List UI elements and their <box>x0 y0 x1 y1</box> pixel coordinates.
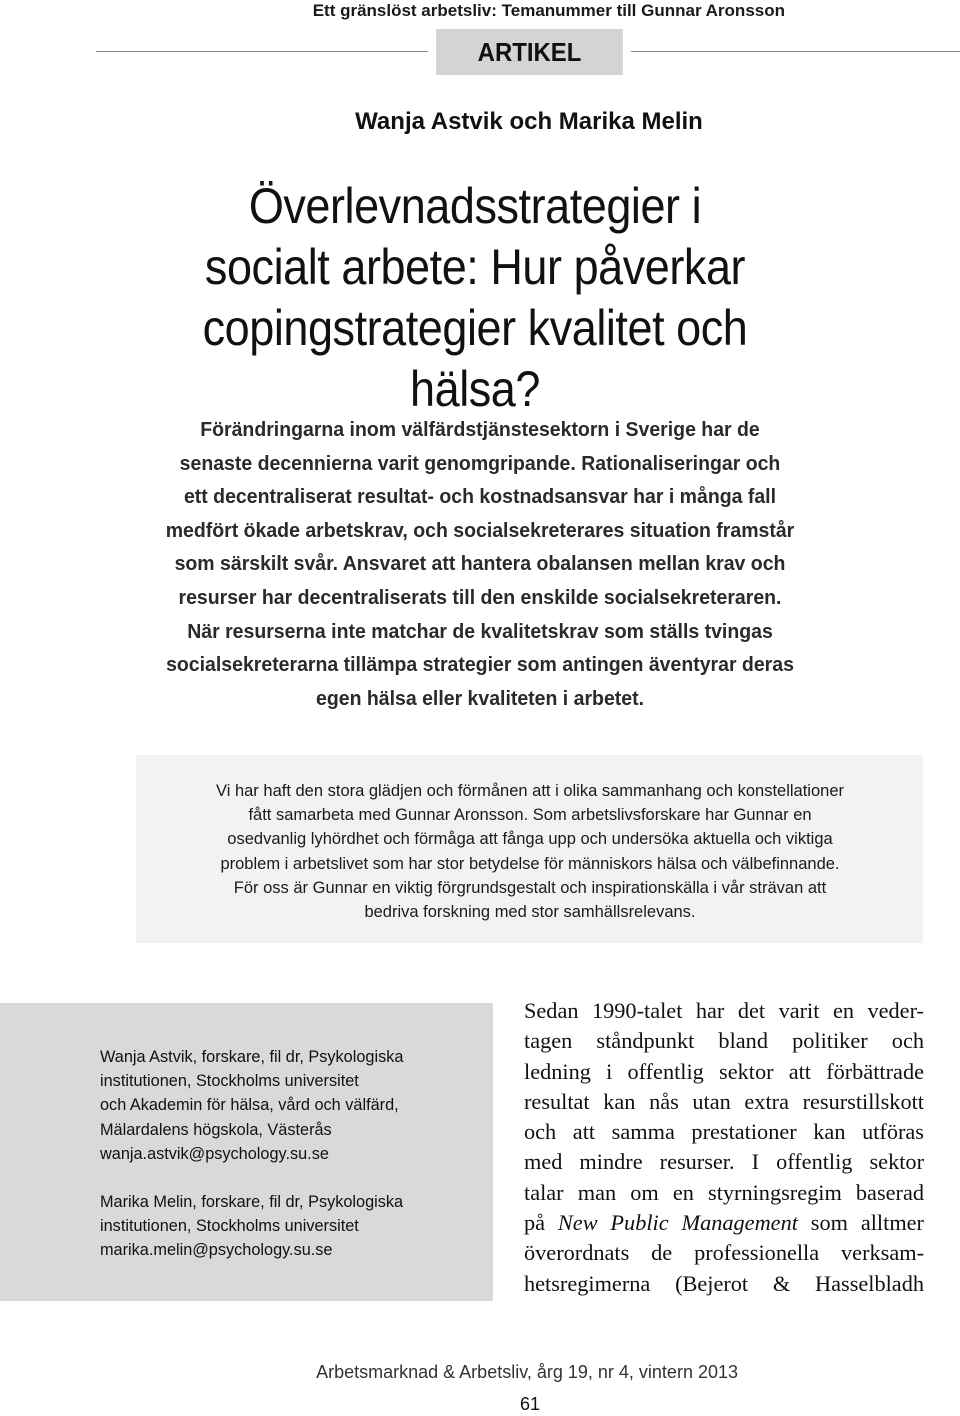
author1-line: institutionen, Stockholms universitet <box>100 1072 359 1091</box>
title-line: copingstrategier kvalitet och hälsa? <box>202 300 748 417</box>
dedication-line: bedriva forskning med stor samhällsrelevans. <box>364 903 696 922</box>
author2-line: institutionen, Stockholms universitet <box>100 1217 359 1236</box>
header-rule-left <box>96 51 428 52</box>
dedication-line: problem i arbetslivet som har stor betydelse för människors hälsa och välbefinnande. <box>220 854 840 873</box>
body-line: Sedan 1990-talet har det varit en veder- <box>524 998 924 1023</box>
ingress-line: ett decentraliserat resultat- och kostnadsansvar har i många fall <box>183 485 777 509</box>
body-line: resultat kan nås utan extra resurstillskott <box>524 1088 924 1114</box>
title-line: Överlevnadsstrategier i <box>248 178 702 234</box>
article-ingress <box>129 413 832 715</box>
title-line: socialt arbete: Hur påverkar <box>204 239 746 295</box>
body-line: med mindre resurser. I offentlig sektor <box>524 1149 924 1175</box>
ingress-line: egen hälsa eller kvaliteten i arbetet. <box>316 686 644 710</box>
author-info <box>100 1045 490 1263</box>
npm-term: New Public Management <box>557 1210 798 1236</box>
ingress-line: senaste decennierna varit genomgripande. Rationaliseringar och <box>179 451 781 475</box>
dedication-line: osedvanlig lyhördhet och förmåga att fånga upp och undersöka aktuella och viktiga <box>227 830 833 849</box>
body-line: överordnats de professionella verksam- <box>524 1240 924 1266</box>
dedication-line: Vi har haft den stora glädjen och förmånen att i olika sammanhang och konstellationer <box>216 782 844 800</box>
dedication-text <box>150 779 910 924</box>
section-label: ARTIKEL <box>436 29 623 75</box>
dedication-line: fått samarbeta med Gunnar Aronsson. Som arbetslivsforskare har Gunnar en <box>248 806 812 825</box>
author1-line: Mälardalens högskola, Västerås <box>100 1120 332 1139</box>
footer-journal: Arbetsmarknad & Arbetsliv, årg 19, nr 4, vintern 2013 <box>316 1362 738 1382</box>
running-head: Ett gränslöst arbetsliv: Temanummer till Gunnar Aronsson <box>312 1 785 20</box>
ingress-line: resurser har decentraliserats till den enskilde socialsekreteraren. <box>178 585 782 609</box>
ingress-line: Förändringarna inom välfärdstjänstesektorn i Sverige har de <box>200 418 760 441</box>
body-line: tagen ståndpunkt bland politiker och <box>524 1028 924 1054</box>
author1-line: Wanja Astvik, forskare, fil dr, Psykologiska <box>100 1048 404 1066</box>
body-line: talar man om en styrningsregim baserad <box>524 1179 924 1205</box>
body-text <box>524 996 924 1299</box>
ingress-line: socialsekreterarna tillämpa strategier som antingen äventyrar deras <box>166 653 794 677</box>
npm-suffix: som alltmer <box>810 1210 924 1236</box>
author1-email[interactable]: wanja.astvik@psychology.su.se <box>100 1144 329 1163</box>
body-line-npm <box>524 1208 924 1238</box>
dedication-line: För oss är Gunnar en viktig förgrundsgestalt och inspirationskälla i vår strävan att <box>233 878 827 897</box>
author2-line: Marika Melin, forskare, fil dr, Psykologiska <box>100 1193 404 1212</box>
body-line: ledning i offentlig sektor att förbättrade <box>524 1058 924 1084</box>
ingress-line: som särskilt svår. Ansvaret att hantera obalansen mellan krav och <box>174 552 786 576</box>
npm-prefix: på <box>524 1210 546 1236</box>
body-line: hetsregimerna (Bejerot & Hasselbladh <box>524 1270 924 1296</box>
page-number: 61 <box>519 1394 541 1414</box>
author2-email[interactable]: marika.melin@psychology.su.se <box>100 1241 333 1260</box>
article-title <box>147 176 804 420</box>
header-rule-right <box>631 51 960 52</box>
author1-line: och Akademin för hälsa, vård och välfärd, <box>100 1096 399 1115</box>
body-line: och att samma prestationer kan utföras <box>524 1119 924 1145</box>
article-authors: Wanja Astvik och Marika Melin <box>355 108 703 135</box>
ingress-line: medfört ökade arbetskrav, och socialsekreterares situation framstår <box>165 518 795 542</box>
ingress-line: När resurserna inte matchar de kvalitetskrav som ställs tvingas <box>187 619 773 643</box>
author-spacer <box>100 1166 490 1190</box>
